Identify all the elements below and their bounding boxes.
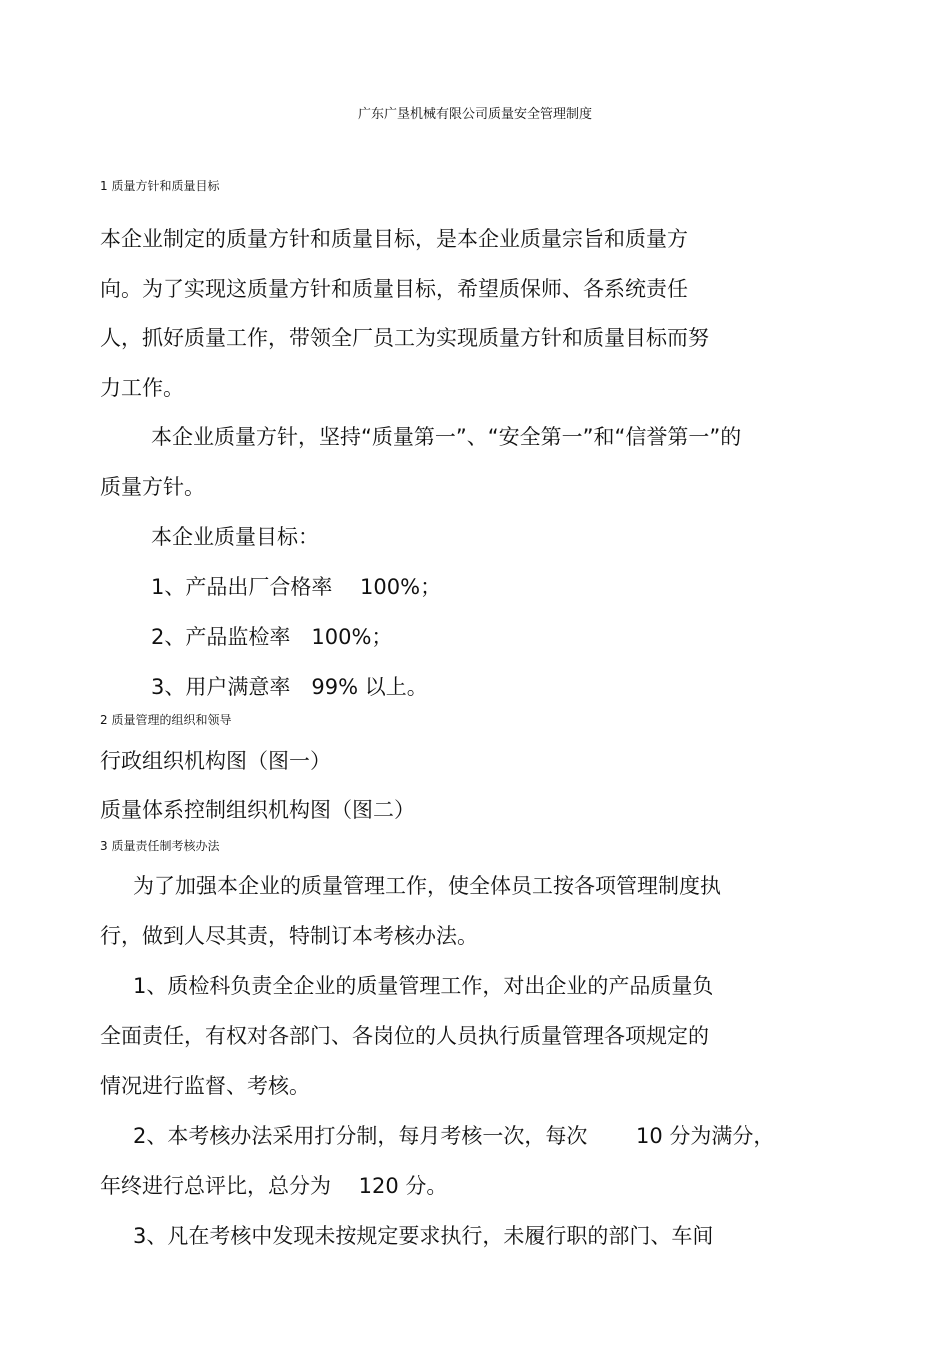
goals-heading: 本企业质量目标： — [151, 525, 319, 549]
paragraph-line: 为了加强本企业的质量管理工作，使全体员工按各项管理制度执 — [133, 874, 721, 898]
paragraph-line: 本企业质量方针，坚持“质量第一”、“安全第一”和“信誉第一”的 — [151, 425, 742, 449]
section-heading-3: 3 质量责任制考核办法 — [100, 839, 220, 853]
rule-item-line: 3、凡在考核中发现未按规定要求执行，未履行职的部门、车间 — [133, 1224, 714, 1248]
goal-item: 2、产品监检率 100%； — [151, 625, 393, 649]
rule-item-line: 全面责任，有权对各部门、各岗位的人员执行质量管理各项规定的 — [100, 1024, 709, 1048]
goal-item: 1、产品出厂合格率 100%； — [151, 575, 442, 599]
rule-item-line: 年终进行总评比，总分为 120 分。 — [100, 1174, 448, 1198]
paragraph-line: 本企业制定的质量方针和质量目标，是本企业质量宗旨和质量方 — [100, 227, 688, 251]
section-heading-1: 1 质量方针和质量目标 — [100, 179, 220, 193]
paragraph-line: 人，抓好质量工作，带领全厂员工为实现质量方针和质量目标而努 — [100, 326, 709, 350]
section-heading-2: 2 质量管理的组织和领导 — [100, 713, 232, 727]
rule-item-line: 1、质检科负责全企业的质量管理工作，对出企业的产品质量负 — [133, 974, 714, 998]
paragraph-line: 向。为了实现这质量方针和质量目标，希望质保师、各系统责任 — [100, 277, 688, 301]
paragraph-line: 质量方针。 — [100, 475, 205, 499]
org-chart-reference: 质量体系控制组织机构图（图二） — [100, 798, 415, 822]
document-title: 广东广垦机械有限公司质量安全管理制度 — [357, 107, 592, 122]
paragraph-line: 行，做到人尽其责，特制订本考核办法。 — [100, 924, 478, 948]
rule-item-line: 2、本考核办法采用打分制，每月考核一次，每次 10 分为满分， — [133, 1124, 775, 1148]
paragraph-line: 力工作。 — [100, 376, 184, 400]
rule-item-line: 情况进行监督、考核。 — [100, 1074, 310, 1098]
goal-item: 3、用户满意率 99% 以上。 — [151, 675, 428, 699]
org-chart-reference: 行政组织机构图（图一） — [100, 749, 331, 773]
